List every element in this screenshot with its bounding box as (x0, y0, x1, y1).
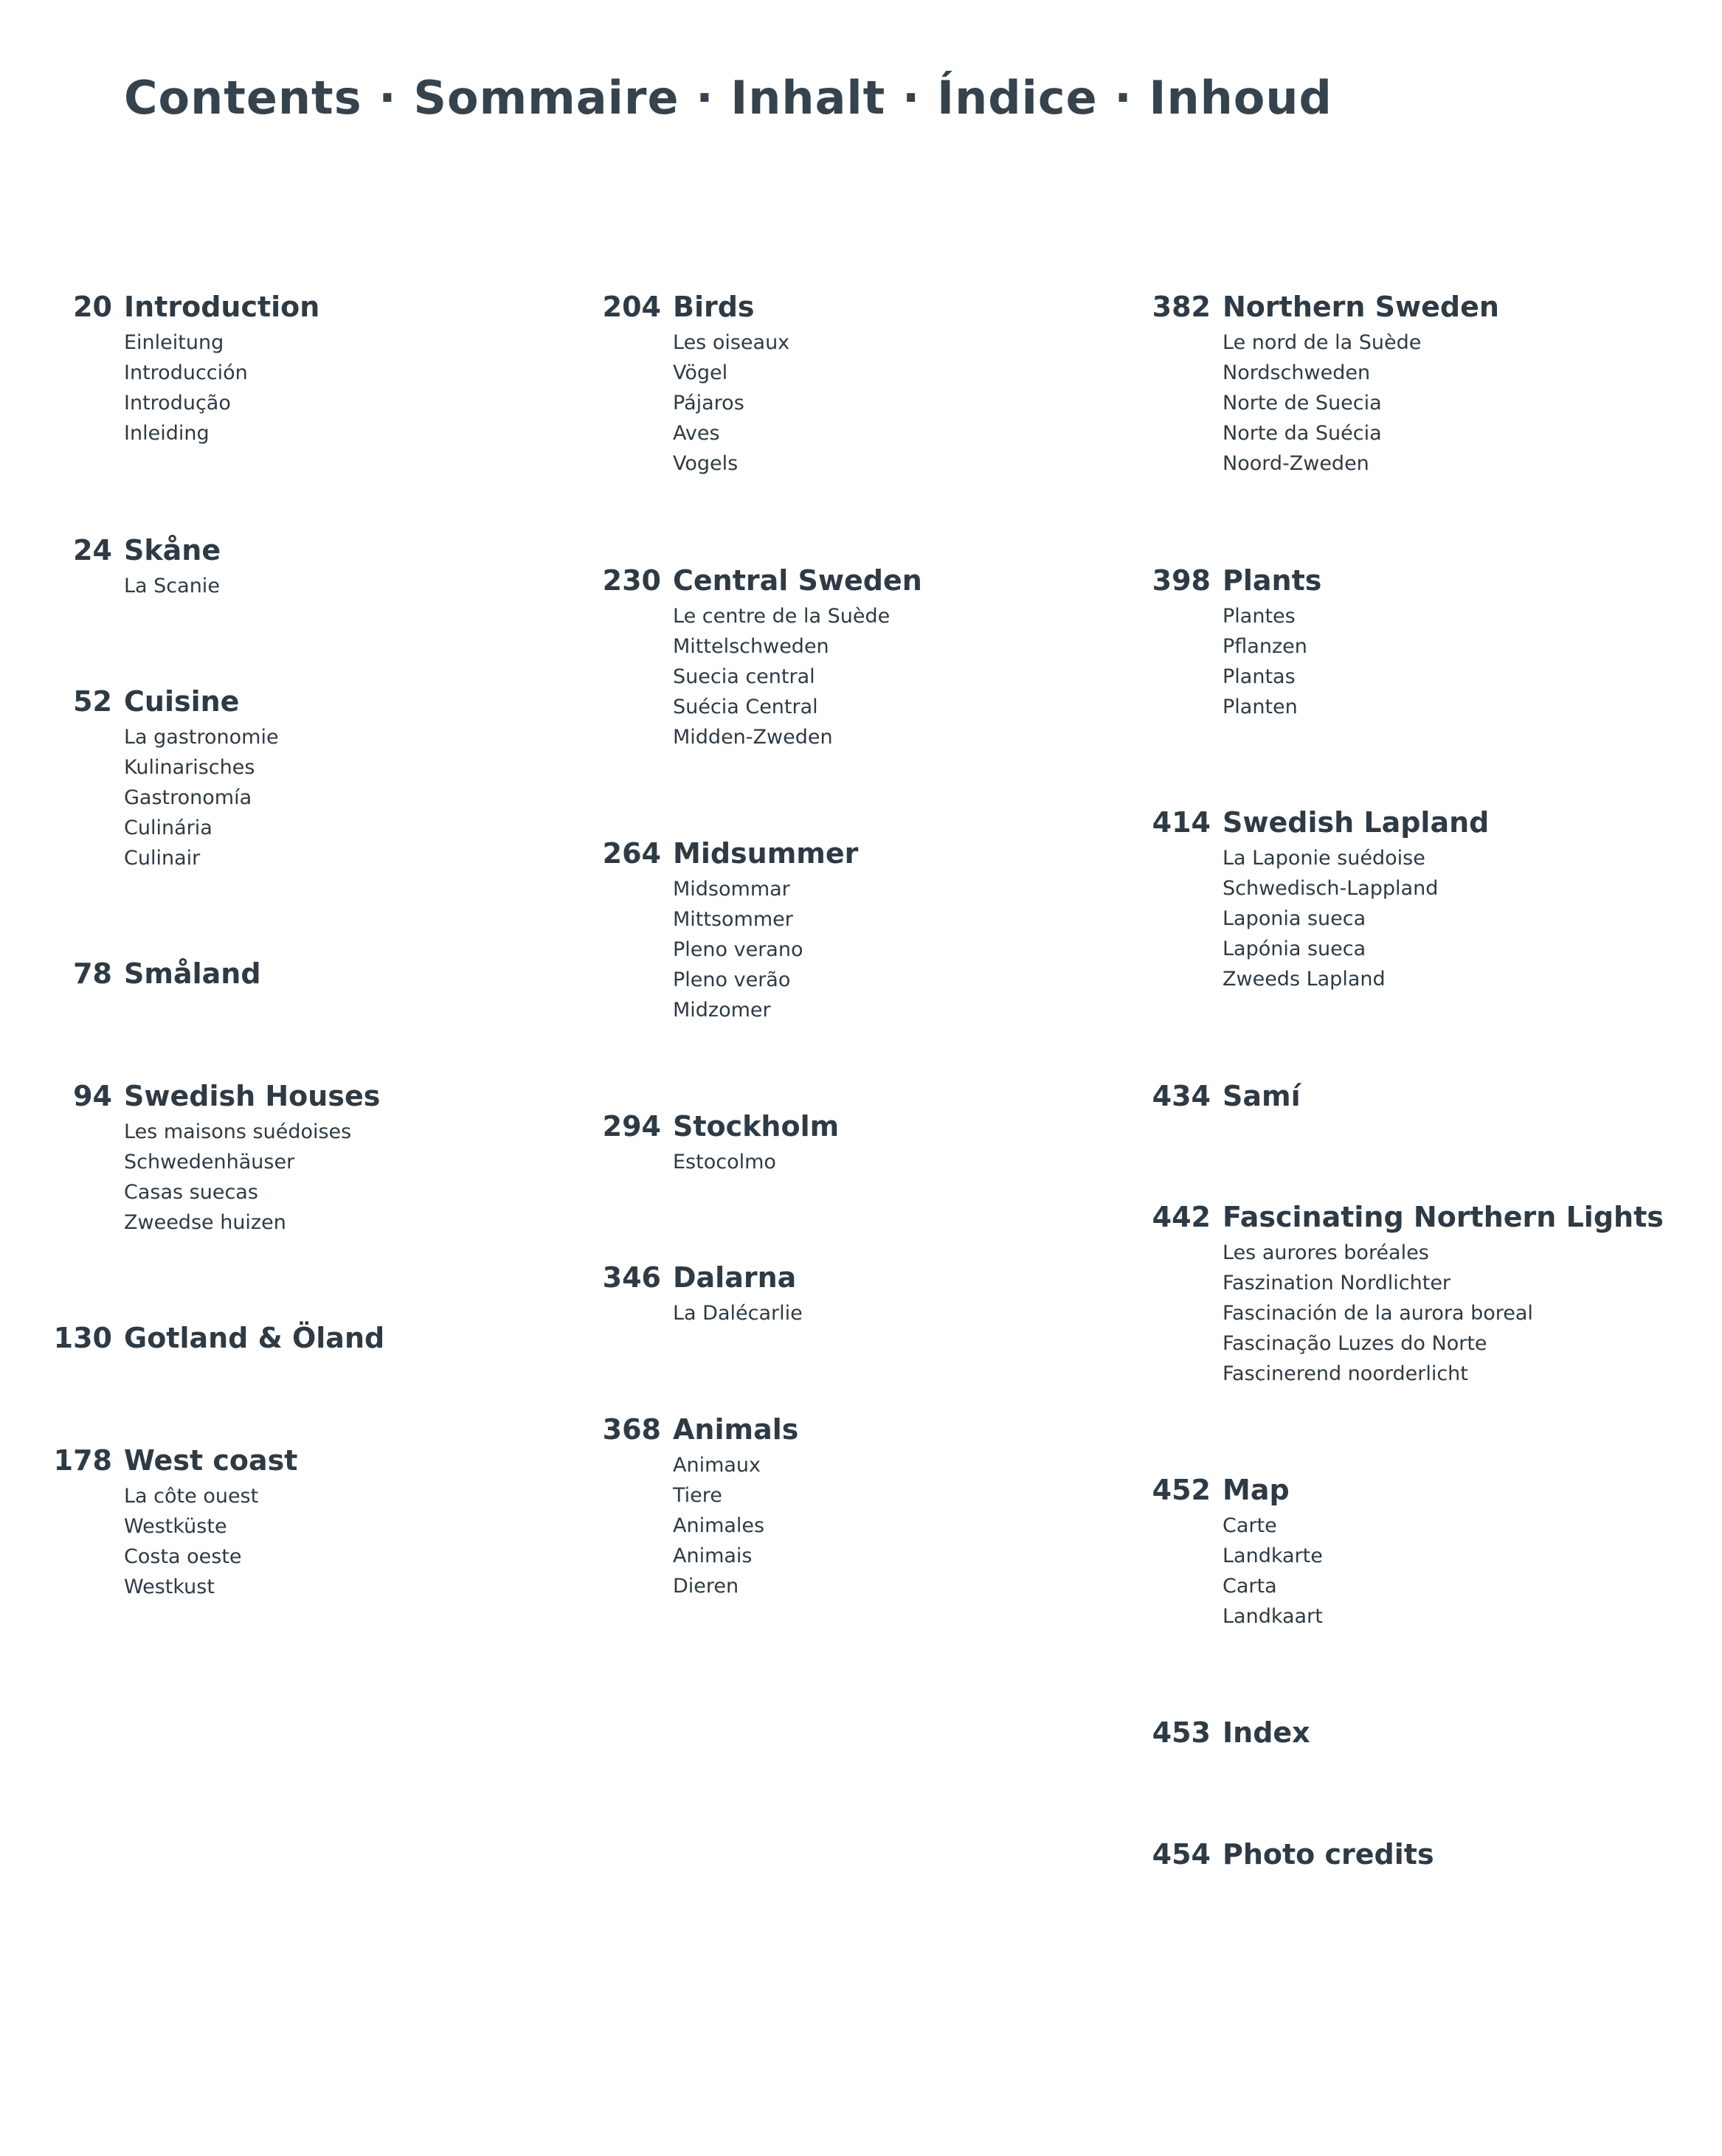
toc-translation: Midden-Zweden (673, 726, 833, 749)
toc-translations (124, 327, 319, 448)
toc-translation: La côte ouest (124, 1485, 259, 1508)
toc-entry-title: Central Sweden (673, 564, 922, 597)
toc-translation: Carte (1223, 1514, 1277, 1537)
toc-translation: Le nord de la Suède (1223, 331, 1422, 354)
toc-entry-heading (73, 530, 221, 571)
toc-page-number: 230 (602, 564, 661, 597)
toc-page-number: 94 (73, 1080, 112, 1112)
toc-translations (1223, 601, 1321, 722)
toc-translation: Culinária (124, 817, 212, 839)
toc-entry (1152, 802, 1490, 994)
toc-page-number: 442 (1152, 1201, 1211, 1233)
toc-translation: La Scanie (124, 575, 220, 597)
toc-entry (73, 953, 261, 994)
toc-entry-title: Dalarna (673, 1261, 797, 1294)
toc-entry-heading (1152, 1196, 1664, 1238)
toc-page-number: 414 (1152, 806, 1211, 839)
toc-page-number: 178 (53, 1444, 112, 1477)
toc-translation: Estocolmo (673, 1151, 776, 1174)
toc-translation: Landkarte (1223, 1545, 1323, 1567)
toc-translation: Westkust (124, 1576, 215, 1598)
toc-page-number: 434 (1152, 1080, 1211, 1112)
toc-entry (1152, 560, 1322, 722)
toc-page-number: 398 (1152, 564, 1211, 597)
toc-translations (1223, 327, 1499, 479)
toc-translation: Landkaart (1223, 1605, 1323, 1628)
toc-translation: Fascinação Luzes do Norte (1223, 1332, 1487, 1355)
toc-page-number: 52 (73, 685, 112, 718)
toc-entry (1152, 1469, 1323, 1632)
toc-translation: Casas suecas (124, 1181, 258, 1204)
toc-entry-heading (1152, 1469, 1323, 1511)
toc-entry-title: Fascinating Northern Lights (1223, 1201, 1664, 1233)
toc-translations (673, 1147, 839, 1177)
toc-page-number: 24 (73, 534, 112, 566)
toc-translation: Carta (1223, 1575, 1277, 1598)
toc-translations (124, 571, 221, 601)
toc-entry-heading (73, 953, 261, 994)
toc-entry (73, 1075, 381, 1238)
toc-entry-title: Animals (673, 1413, 799, 1446)
toc-entry-title: Swedish Houses (124, 1080, 381, 1112)
toc-translation: Vogels (673, 452, 739, 475)
toc-page-number: 204 (602, 291, 661, 323)
toc-entry-title: Småland (124, 957, 261, 990)
toc-translation: Planten (1223, 696, 1298, 718)
toc-translation: Pleno verão (673, 968, 791, 991)
toc-translation: Mittsommer (673, 908, 793, 931)
toc-entry-title: Introduction (124, 291, 320, 323)
toc-page-number: 454 (1152, 1838, 1211, 1871)
toc-entry-heading (602, 286, 789, 327)
toc-translations (673, 1450, 798, 1601)
toc-entry (1152, 1712, 1310, 1753)
toc-translation: Einleitung (124, 331, 224, 354)
toc-entry-heading (1152, 560, 1322, 601)
toc-entry-title: Photo credits (1223, 1838, 1434, 1871)
toc-entry (602, 1257, 803, 1328)
toc-translations (673, 327, 789, 479)
toc-translation: Pájaros (673, 392, 744, 415)
toc-translation: Pleno verano (673, 938, 803, 961)
toc-translation: Vögel (673, 361, 728, 384)
toc-page-number: 294 (602, 1110, 661, 1143)
toc-entry-heading (73, 681, 279, 722)
toc-translation: Les aurores boréales (1223, 1241, 1429, 1264)
toc-translations (1223, 843, 1489, 994)
toc-entry-heading (1152, 802, 1490, 843)
toc-translation: Plantes (1223, 605, 1296, 628)
toc-translation: Fascinación de la aurora boreal (1223, 1302, 1533, 1325)
toc-translation: Kulinarisches (124, 756, 255, 779)
toc-entry-title: Northern Sweden (1223, 291, 1499, 323)
toc-translation: Costa oeste (124, 1545, 242, 1568)
toc-entry (73, 286, 320, 448)
toc-entry-heading (602, 833, 859, 874)
toc-translations (673, 874, 858, 1025)
toc-entry-title: Gotland & Öland (124, 1322, 385, 1354)
toc-translation: Tiere (673, 1484, 722, 1507)
toc-entry (602, 1106, 840, 1177)
toc-translation: Norte de Suecia (1223, 392, 1382, 415)
toc-entry-title: Index (1223, 1716, 1310, 1749)
toc-translation: Norte da Suécia (1223, 422, 1382, 445)
toc-translations (124, 1117, 380, 1238)
toc-translation: Suecia central (673, 665, 815, 688)
toc-translation: Animales (673, 1514, 765, 1537)
toc-entry-title: Stockholm (673, 1110, 840, 1143)
toc-entry-title: Skåne (124, 534, 221, 566)
toc-entry (1152, 286, 1499, 479)
toc-entry (602, 1409, 799, 1601)
toc-entry-heading (602, 560, 922, 601)
toc-entry-heading (1152, 286, 1499, 327)
toc-translation: Noord-Zweden (1223, 452, 1369, 475)
toc-translation: Gastronomía (124, 786, 252, 809)
toc-entry (602, 560, 922, 752)
toc-translation: Midzomer (673, 999, 771, 1022)
toc-entry (73, 530, 221, 601)
toc-entry-title: Map (1223, 1474, 1290, 1506)
toc-translation: La gastronomie (124, 726, 279, 749)
toc-entry (1152, 1196, 1664, 1389)
toc-page-number: 78 (73, 957, 112, 990)
toc-entry (1152, 1075, 1301, 1117)
toc-page-number: 382 (1152, 291, 1211, 323)
toc-entry-title: Birds (673, 291, 755, 323)
toc-translations (1223, 1511, 1323, 1632)
toc-entry (53, 1317, 385, 1359)
toc-entry-title: Swedish Lapland (1223, 806, 1490, 839)
toc-translations (124, 722, 279, 873)
toc-entry-heading (602, 1106, 840, 1147)
toc-page-number: 452 (1152, 1474, 1211, 1506)
toc-translation: Le centre de la Suède (673, 605, 891, 628)
toc-entry (1152, 1834, 1434, 1875)
toc-page-number: 130 (53, 1322, 112, 1354)
toc-translation: Aves (673, 422, 720, 445)
toc-translation: Nordschweden (1223, 361, 1371, 384)
toc-entry (53, 1440, 298, 1602)
toc-translation: Animaux (673, 1454, 761, 1477)
toc-entry-title: Samí (1223, 1080, 1301, 1112)
toc-entry-title: Cuisine (124, 685, 240, 718)
toc-translation: Culinair (124, 847, 201, 870)
toc-translation: Introdução (124, 392, 231, 415)
toc-entry-heading (1152, 1712, 1310, 1753)
toc-translation: Mittelschweden (673, 635, 829, 658)
toc-translation: Animais (673, 1545, 753, 1567)
toc-entry (73, 681, 279, 873)
toc-translation: Introducción (124, 361, 248, 384)
toc-entry (602, 833, 859, 1025)
toc-translations (124, 1481, 297, 1602)
toc-translation: La Dalécarlie (673, 1302, 803, 1325)
toc-translation: Inleiding (124, 422, 210, 445)
toc-translation: Zweedse huizen (124, 1211, 286, 1234)
toc-entry-heading (53, 1317, 385, 1359)
toc-translations (1223, 1238, 1664, 1389)
toc-entry-heading (73, 1075, 381, 1117)
toc-entry-heading (53, 1440, 298, 1481)
toc-translation: Lapónia sueca (1223, 937, 1366, 960)
toc-page-number: 264 (602, 837, 661, 870)
toc-page-number: 20 (73, 291, 112, 323)
toc-translation: Suécia Central (673, 696, 818, 718)
toc-translation: Schwedenhäuser (124, 1151, 295, 1174)
toc-entry-heading (602, 1257, 803, 1298)
toc-translations (673, 601, 922, 752)
toc-translation: Les maisons suédoises (124, 1120, 352, 1143)
toc-entry-title: Plants (1223, 564, 1322, 597)
toc-translation: Faszination Nordlichter (1223, 1272, 1451, 1294)
toc-entry-heading (602, 1409, 799, 1450)
toc-translation: Laponia sueca (1223, 907, 1366, 930)
toc-entry-heading (73, 286, 320, 327)
toc-page-number: 368 (602, 1413, 661, 1446)
toc-page-number: 346 (602, 1261, 661, 1294)
toc-entry (602, 286, 790, 479)
toc-translation: Les oiseaux (673, 331, 790, 354)
toc-page-number: 453 (1152, 1716, 1211, 1749)
toc-translation: Dieren (673, 1575, 739, 1598)
toc-entry-heading (1152, 1834, 1434, 1875)
toc-translation: Midsommar (673, 878, 790, 901)
toc-translation: Pflanzen (1223, 635, 1307, 658)
toc-translation: Schwedisch-Lappland (1223, 877, 1439, 900)
toc-entry-title: Midsummer (673, 837, 859, 870)
toc-entry-heading (1152, 1075, 1301, 1117)
toc-translation: La Laponie suédoise (1223, 847, 1425, 870)
toc-translation: Fascinerend noorderlicht (1223, 1362, 1468, 1385)
toc-translation: Westküste (124, 1515, 227, 1538)
toc-translations (673, 1298, 803, 1328)
toc-entry-title: West coast (124, 1444, 298, 1477)
page-title: Contents · Sommaire · Inhalt · Índice · Inhoud (124, 71, 1332, 125)
toc-translation: Zweeds Lapland (1223, 968, 1386, 991)
toc-translation: Plantas (1223, 665, 1296, 688)
